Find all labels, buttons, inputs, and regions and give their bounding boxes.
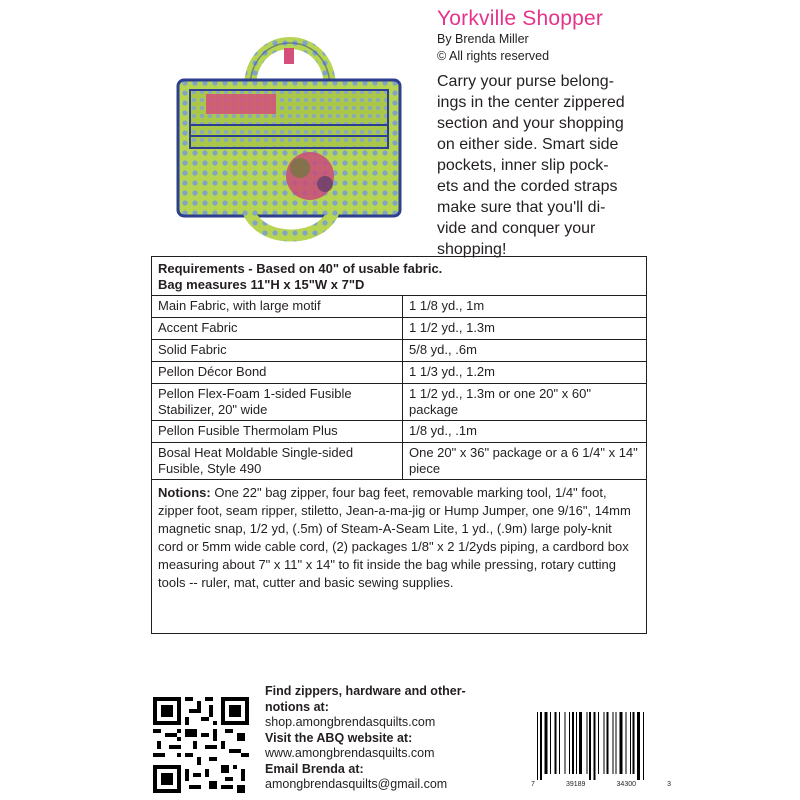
barcode-bar [630, 712, 631, 774]
email-label: Email Brenda at: [265, 761, 364, 776]
table-row [152, 340, 646, 362]
barcode-digits [531, 781, 671, 788]
barcode-digit-group-2: 34300 [616, 781, 636, 788]
material-name: Pellon Fusible Thermolam Plus [152, 421, 403, 443]
barcode-bar [540, 712, 542, 780]
barcode-digit-check: 3 [667, 781, 671, 788]
website-label: Visit the ABQ website at: [265, 730, 413, 745]
barcode-bar [637, 712, 640, 780]
material-name: Pellon Flex-Foam 1-sided Fusible Stabilizer, 20" wide [152, 384, 403, 421]
bag-photo [150, 8, 428, 254]
zippers-label: Find zippers, hardware and other-notions at: [265, 684, 466, 714]
shop-link[interactable]: shop.amongbrendasquilts.com [265, 715, 436, 729]
table-row [152, 443, 646, 480]
barcode-bar [643, 712, 644, 780]
barcode-bar [586, 712, 587, 774]
barcode-bar [544, 712, 547, 774]
notions-paragraph [152, 480, 646, 596]
website-link[interactable]: www.amongbrendasquilts.com [265, 746, 435, 760]
table-row [152, 362, 646, 384]
requirements-table [152, 296, 646, 480]
qr-code[interactable] [153, 697, 249, 793]
table-row [152, 296, 646, 318]
barcode-bar [579, 712, 582, 774]
author-byline: By Brenda Miller [437, 32, 529, 46]
material-name: Bosal Heat Moldable Single-sided Fusible, Style 490 [152, 443, 403, 480]
table-row [152, 421, 646, 443]
material-name: Pellon Décor Bond [152, 362, 403, 384]
requirements-heading-line1: Requirements - Based on 40" of usable fabric. [158, 261, 443, 276]
material-amount: 5/8 yd., .6m [403, 340, 647, 362]
material-amount: 1 1/3 yd., 1.2m [403, 362, 647, 384]
table-row [152, 318, 646, 340]
table-row [152, 384, 646, 421]
barcode-bar [604, 712, 605, 774]
barcode-bar [576, 712, 577, 774]
material-amount: One 20" x 36" package or a 6 1/4" x 14" piece [403, 443, 647, 480]
pattern-title: Yorkville Shopper [437, 7, 604, 30]
barcode-bar [565, 712, 566, 774]
email-link[interactable]: amongbrendasquilts@gmail.com [265, 777, 448, 791]
barcode-bar [615, 712, 616, 774]
material-name: Solid Fabric [152, 340, 403, 362]
barcode-bar [550, 712, 551, 774]
barcode-bar [554, 712, 556, 774]
barcode-bar [633, 712, 635, 774]
barcode-digit-lead: 7 [531, 781, 535, 788]
material-name: Accent Fabric [152, 318, 403, 340]
barcode-bar [594, 712, 596, 780]
pattern-description: Carry your purse belong- ings in the center zippered section and your shopping on either side. Smart side pockets, inner slip pock- ets and the corded straps make sure that you'll di- vide and conquer your shopping! [437, 73, 625, 258]
barcode-bar [569, 712, 570, 774]
material-amount: 1/8 yd., .1m [403, 421, 647, 443]
barcode-bar [559, 712, 560, 774]
notions-text: One 22" bag zipper, four bag feet, removable marking tool, 1/4" foot, zipper foot, seam ripper, stiletto, Jean-a-ma-jig or Hump Jumper, one 9/16", 14mm magnetic snap, 1/2 yd, (.5m) of Steam-A-Seam Lite, 1 yd., (.9m) large poly-knit cord or 5mm wide cable cord, (2) packages 1/8" x 2 1/2yds piping, a cardbord box measuring about 7" x 11" x 14" to fit inside the bag while pressing, rotary cutting tools -- ruler, mat, cutter and basic sewing supplies. [158, 485, 631, 590]
requirements-box [151, 256, 647, 634]
barcode-bar [572, 712, 574, 774]
barcode-bar [612, 712, 613, 774]
barcode-bar [625, 712, 626, 774]
barcode-digit-group-1: 39189 [565, 781, 586, 788]
material-amount: 1 1/2 yd., 1.3m or one 20" x 60" package [403, 384, 647, 421]
barcode-bar [607, 712, 609, 774]
title-block [437, 6, 767, 260]
barcode-bar [589, 712, 591, 780]
requirements-heading-line2: Bag measures 11"H x 15"W x 7"D [158, 277, 365, 292]
material-amount: 1 1/8 yd., 1m [403, 296, 647, 318]
material-amount: 1 1/2 yd., 1.3m [403, 318, 647, 340]
barcode-bar [598, 712, 599, 774]
barcode-bar [537, 712, 538, 780]
requirements-heading [152, 257, 646, 296]
copyright-notice: © All rights reserved [437, 49, 550, 63]
barcode-bar [620, 712, 623, 774]
material-name: Main Fabric, with large motif [152, 296, 403, 318]
notions-label: Notions: [158, 485, 211, 500]
contact-block [265, 684, 505, 793]
